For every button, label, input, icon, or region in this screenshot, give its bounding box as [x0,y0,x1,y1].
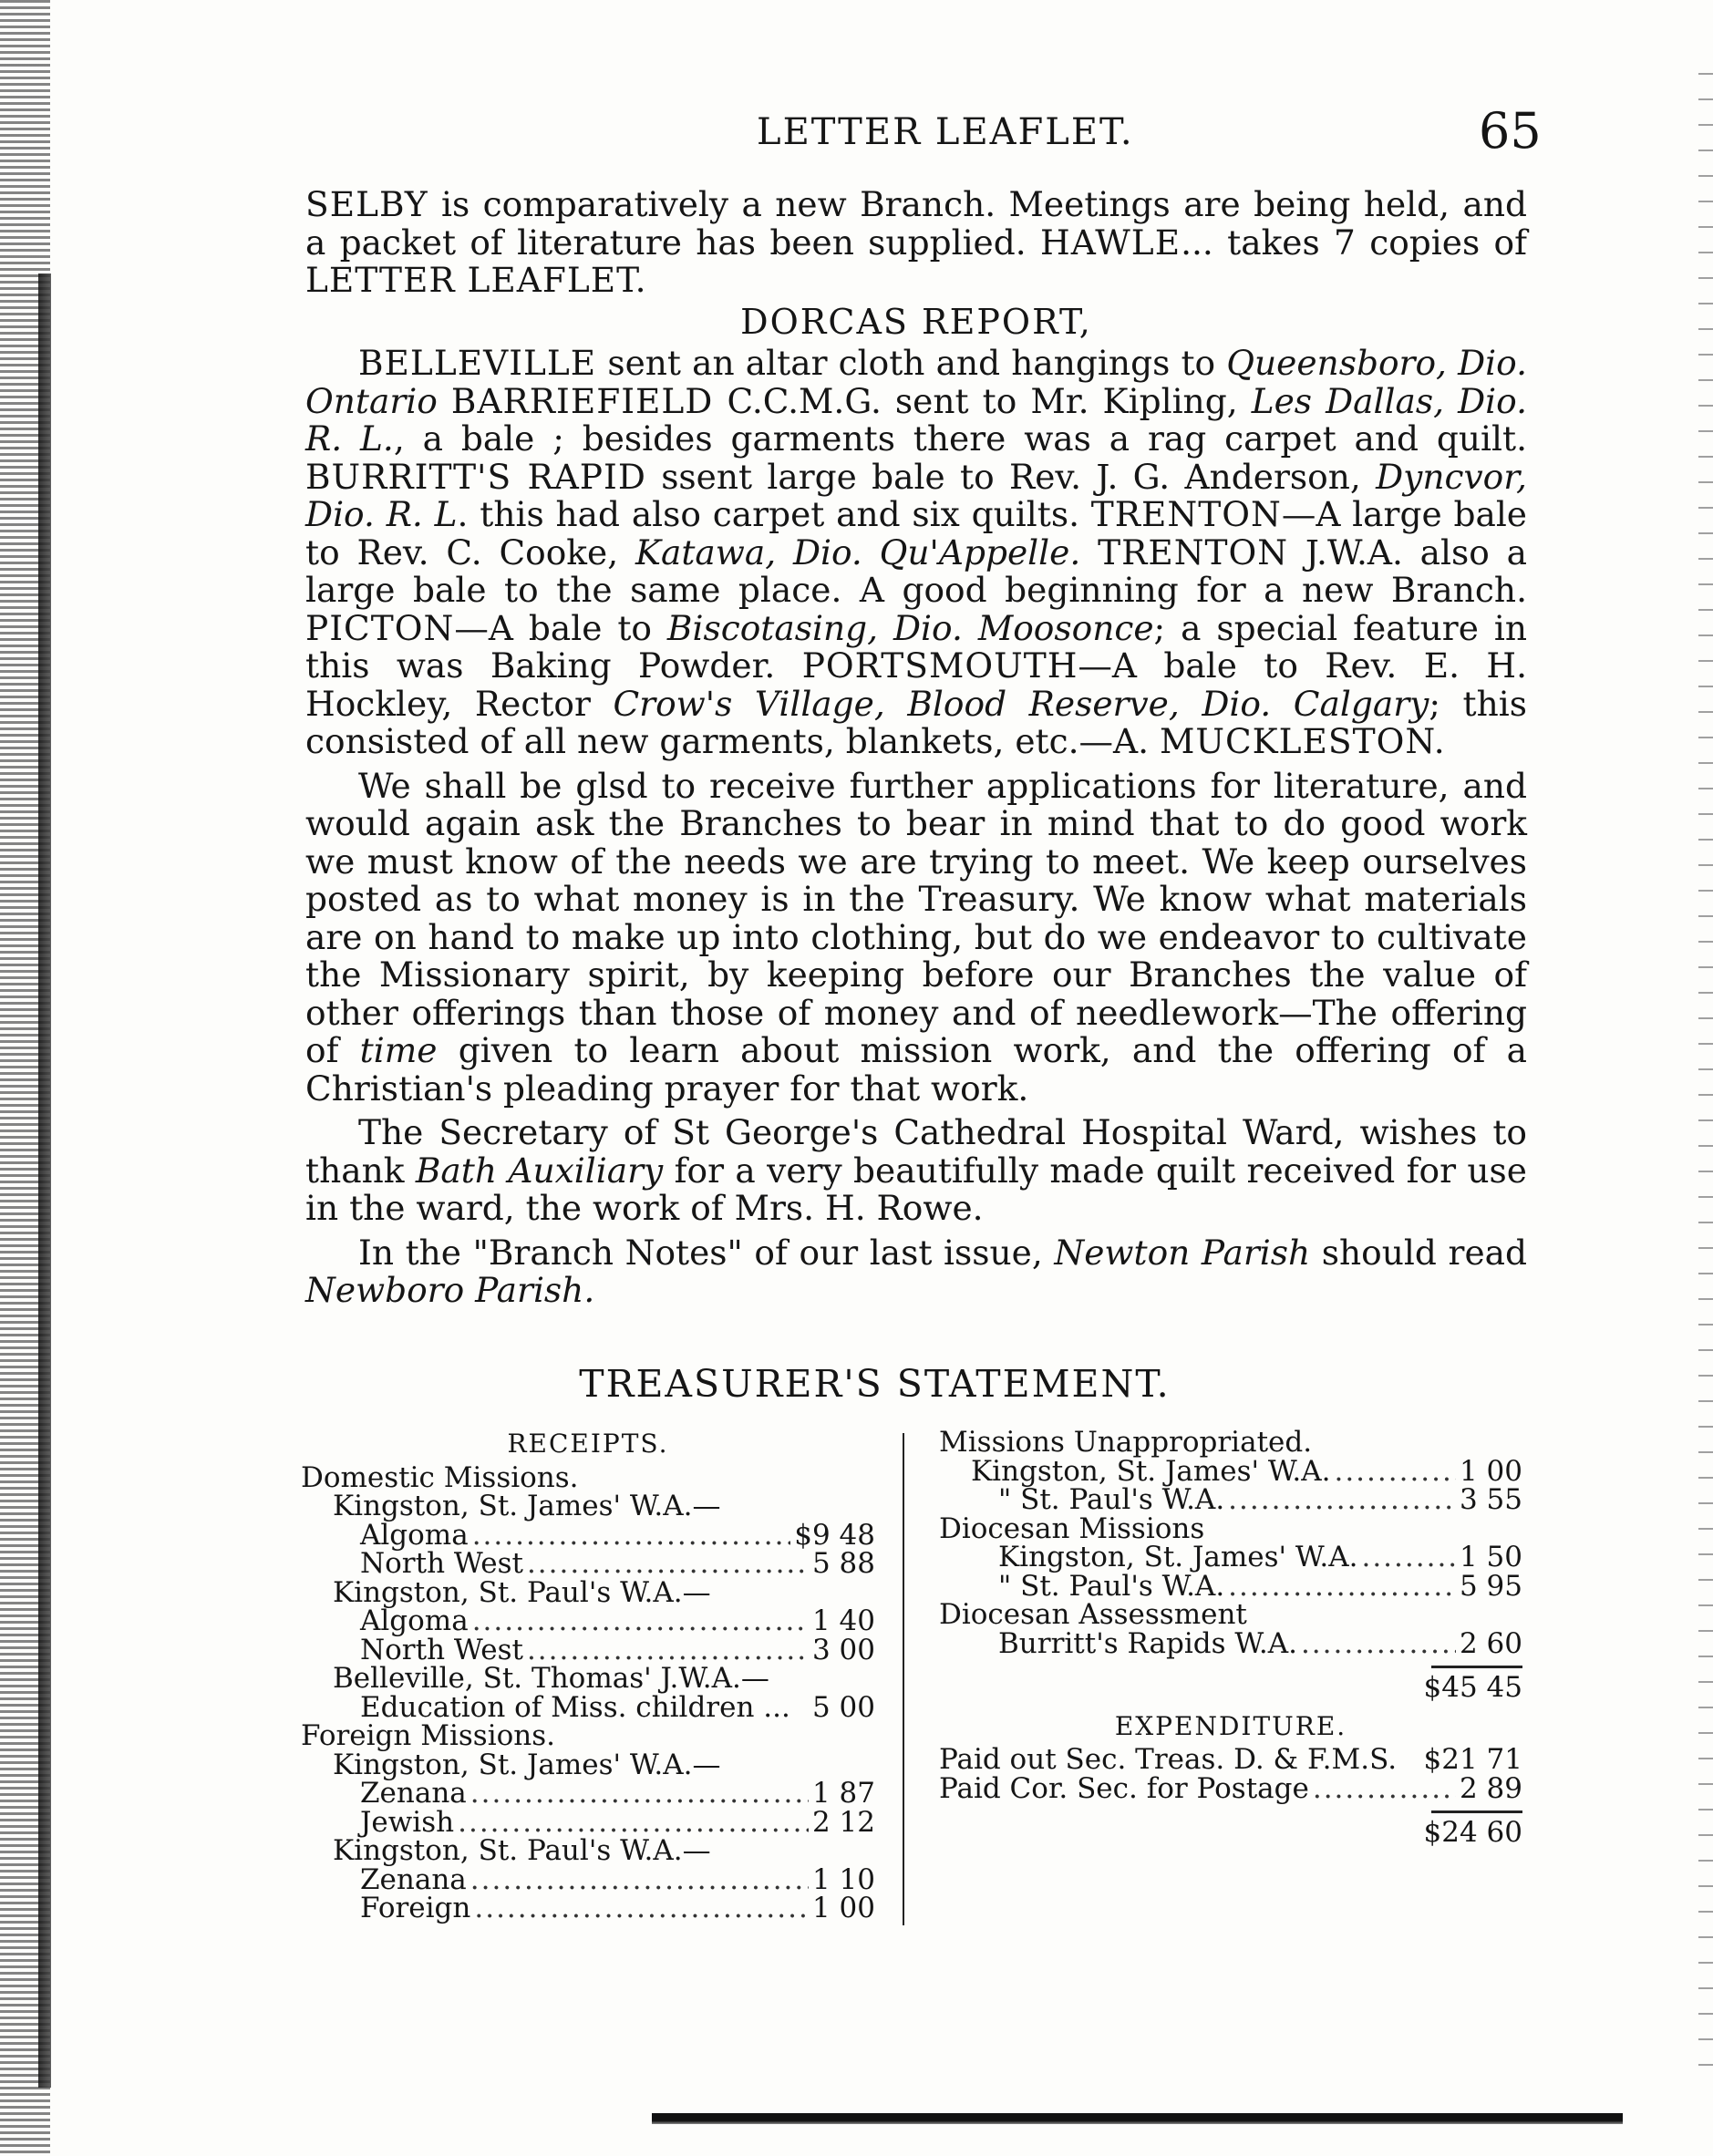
ledger-row [301,1662,875,1695]
ledger-row [301,1460,875,1494]
italic-run: Dyncvor, Dio. R. L [305,456,1527,534]
small-caps-run: SELBY [305,184,428,224]
text-run: —A large bale to Rev. C. Cooke, [305,494,1528,573]
text-run: We shall be glsd to receive further applications for literature, and would again ask the Branches to bear in mind that to do good work we must know of the needs we are trying to meet. We keep ourselves posted as to what money is in the Treasury. We know what materials are on hand to make up into clothing, but do we endeavor to cultivate the Missionary spirit, by keeping before our Branches the value of other offerings than those of money and of needlework—The offering of [305,765,1527,1070]
ledger-label: Kingston, St. James' W.A.— [333,1490,721,1522]
ledger-label: Domestic Missions. [301,1460,579,1494]
paragraph-correction [305,1234,1527,1310]
paragraph-hospital-ward [305,1114,1527,1228]
text-run: ; a special feature in this was Baking Powder. [305,607,1528,686]
total-rule [1431,1666,1522,1668]
ledger-amount: 1 00 [1459,1454,1522,1488]
ledger-amount: 5 88 [811,1547,875,1580]
ledger-amount: 1 40 [811,1604,875,1637]
leader-dots [1361,1543,1456,1573]
ledger-label: Paid Cor. Sec. for Postage [939,1771,1309,1805]
ledger-amount: 5 95 [1459,1569,1522,1603]
column-divider [903,1433,904,1925]
leader-dots [458,1809,809,1838]
leader-dots [470,1866,809,1895]
receipts-list [301,1460,875,1924]
leader-dots [472,1607,809,1636]
ledger-row [939,1771,1522,1805]
ledger-row [301,1633,875,1666]
ledger-row [939,1626,1522,1660]
ledger-label: Jewish [360,1805,455,1839]
ledger-amount: 1 50 [1459,1541,1522,1573]
ledger-row [301,1575,875,1609]
ledger-row [939,1426,1522,1459]
ledger-label: Diocesan Missions [939,1511,1205,1545]
text-run: J.W.A. also a large bale to the same place. A good beginning for a new Branch. [305,531,1528,610]
paragraph-selby [305,186,1527,300]
small-caps-run: BURRITT'S RAPID [305,456,646,497]
paragraph-literature [305,765,1527,1109]
ledger-row [939,1743,1522,1776]
ledger-label: Algoma [360,1518,469,1552]
ledger-label: North West [360,1547,523,1580]
text-run: —A bale to Rev. E. H. Hockley, Rector [305,645,1527,724]
italic-run: Newboro Parish. [305,1270,595,1310]
italic-run: time [359,1030,438,1070]
ledger-row [301,1748,875,1781]
text-run: ... takes 7 copies of [1181,222,1527,263]
text-run: —A bale to [454,607,667,648]
text-run: given to learn about mission work, and the offering of a Christian's pleading prayer for that work. [305,1030,1527,1109]
ledger-label: Kingston, St. James' W.A.— [333,1748,721,1781]
ledger-row [939,1511,1522,1545]
ledger-row [939,1569,1522,1603]
ledger-row [301,1547,875,1580]
ledger-label: " St. Paul's W.A. [998,1569,1225,1603]
text-run [438,381,451,421]
ledger-label: Zenana [360,1777,467,1810]
ledger-row [301,1834,875,1867]
small-caps-run: PICTON [305,607,455,648]
ledger-amount: $21 71 [1423,1743,1522,1776]
ledger-amount: $9 48 [794,1518,875,1552]
small-caps-run: BARRIEFIELD [450,380,714,421]
small-caps-run: MUCKLESTON. [1159,721,1446,761]
scan-binding-edge [38,273,51,2088]
ledger-amount: 5 00 [811,1690,875,1724]
text-run [1080,532,1098,573]
ledger-label: Education of Miss. children ... [360,1690,790,1724]
italic-run: Newton Parish [1054,1232,1311,1273]
text-run: In the "Branch Notes" of our last issue, [358,1232,1055,1273]
treasurer-statement-heading: TREASURER'S STATEMENT. [579,1362,1171,1406]
leader-dots [470,1779,809,1809]
ledger-amount: 1 10 [811,1862,875,1896]
leader-dots [474,1894,809,1924]
ledger-row [939,1598,1522,1631]
leader-dots [472,1522,791,1551]
ledger-row [939,1483,1522,1516]
paragraph-dorcas [305,345,1527,761]
ledger-row [301,1690,875,1724]
ledger-label: North West [360,1633,523,1666]
appropriations-list [939,1426,1522,1660]
ledger-label: Burritt's Rapids W.A. [998,1626,1297,1660]
small-caps-run: TRENTON [1090,494,1282,534]
body-text [305,186,1527,1310]
ledger-amount: 1 87 [811,1777,875,1810]
small-caps-run: LETTER LEAFLET. [305,260,647,300]
ledger-label: Kingston, St. James' W.A. [971,1454,1331,1488]
ledger-label: Missions Unappropriated. [939,1426,1313,1459]
ledger-label: Paid out Sec. Treas. D. & F.M.S. [939,1743,1398,1776]
ledger-label: Zenana [360,1862,467,1896]
ledger-row [301,1862,875,1896]
dorcas-report-heading: DORCAS REPORT, [740,301,1092,342]
text-run: The Secretary of St George's Cathedral Hospital Ward, wishes to thank [305,1112,1527,1191]
text-run: ; this consisted of all new garments, blankets, etc.—A. [305,683,1527,761]
ledger-amount: 2 12 [811,1805,875,1839]
ledger-row [301,1604,875,1637]
italic-run: Bath Auxiliary [415,1150,664,1191]
small-caps-run: TRENTON [1098,531,1289,573]
ledger-label: " St. Paul's W.A. [998,1483,1225,1516]
running-title: LETTER LEAFLET. [757,111,1134,153]
text-run: is comparatively a new Branch. Meetings are being held, and a packet of literature has been supplied. [305,184,1527,263]
leader-dots [1228,1486,1456,1515]
small-caps-run: HAWLE [1040,222,1182,263]
italic-run: Les Dallas, Dio. R. L. [305,380,1528,459]
italic-run: Crow's Village, Blood Reserve, Dio. Calgary [613,683,1429,724]
italic-run: Katawa, Dio. Qu'Appelle. [635,531,1081,573]
page-number: 65 [1479,102,1542,160]
text-run: should read [1310,1232,1527,1273]
receipts-heading: RECEIPTS. [507,1429,669,1459]
small-caps-run: PORTSMOUTH [801,645,1078,686]
ledger-amount: 1 00 [811,1892,875,1924]
ledger-amount: 2 60 [1459,1626,1522,1660]
ledger-row [301,1779,875,1809]
leader-dots [527,1636,809,1666]
leader-dots [1228,1573,1456,1602]
ledger-label: Kingston, St. James' W.A. [998,1541,1358,1573]
ledger-row [301,1894,875,1924]
scan-bottom-rule [652,2113,1623,2124]
ledger-label: Algoma [360,1604,469,1637]
ledger-label: Belleville, St. Thomas' J.W.A.— [333,1662,769,1695]
ledger-label: Foreign [360,1892,471,1924]
ledger-label: Kingston, St. Paul's W.A.— [333,1575,711,1609]
ledger-amount: 3 55 [1459,1483,1522,1516]
leader-dots [1301,1630,1456,1659]
italic-run: Biscotasing, Dio. Moosonce [666,607,1154,648]
appropriations-column [939,1426,1522,1849]
balance-total: $24 60 [1423,1816,1522,1849]
ledger-row [301,1518,875,1552]
text-run: . this had also carpet and six quilts. [457,494,1091,534]
ledger-amount: 3 00 [811,1633,875,1666]
text-run: sent an altar cloth and hangings to [596,343,1227,383]
leader-dots [527,1550,809,1579]
ledger-amount: 2 89 [1459,1771,1522,1805]
text-run: C.C.M.G. sent to Mr. Kipling, [713,380,1252,421]
ledger-row [301,1805,875,1839]
ledger-label: Foreign Missions. [301,1719,555,1752]
expenditure-heading: EXPENDITURE. [1114,1710,1347,1741]
scan-right-edge [1698,73,1713,2079]
ledger-row [939,1543,1522,1573]
text-run: ssent large bale to Rev. J. G. Anderson, [645,456,1377,497]
receipts-total: $45 45 [1423,1671,1522,1704]
text-run: , a bale ; besides garments there was a rag carpet and quilt. [393,418,1527,459]
balance-rule [1431,1810,1522,1813]
italic-run: Queensboro, Dio. Ontario [305,343,1528,421]
ledger-label: Diocesan Assessment [939,1598,1247,1631]
leader-dots [1313,1775,1456,1804]
expenditure-list [939,1743,1522,1805]
ledger-row [939,1454,1522,1488]
ledger-label: Kingston, St. Paul's W.A.— [333,1834,711,1867]
leader-dots [1334,1458,1456,1487]
ledger-row [301,1492,875,1522]
text-run: for a very beautifully made quilt received for use in the ward, the work of Mrs. H. Rowe. [305,1150,1527,1228]
ledger-row [301,1719,875,1752]
receipts-column [301,1429,875,1924]
small-caps-run: BELLEVILLE [358,343,597,383]
